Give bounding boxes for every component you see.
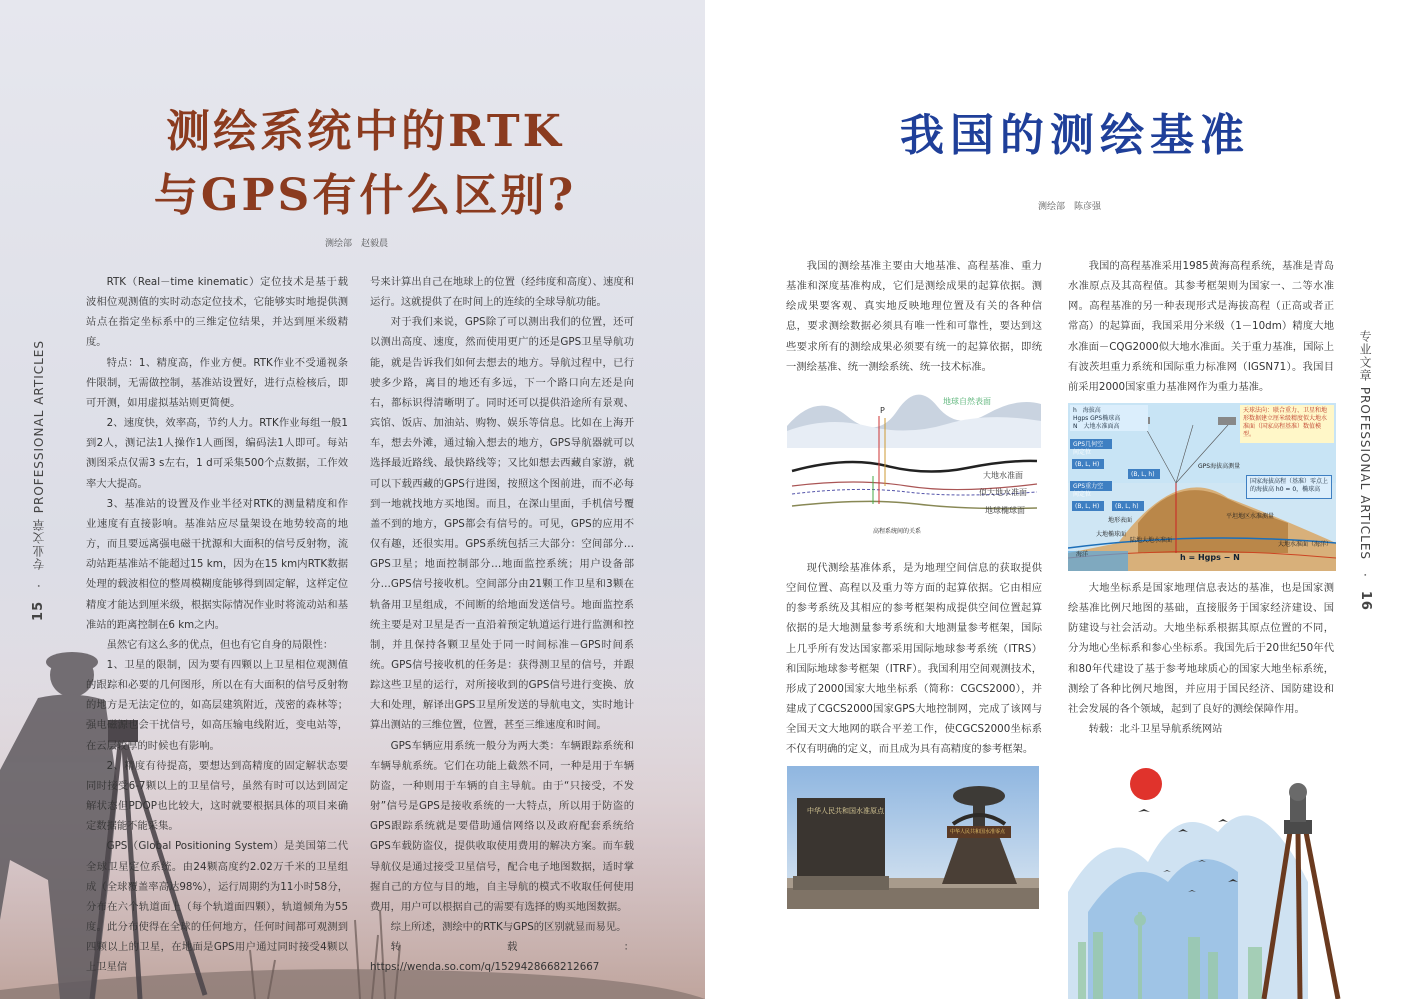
right-column-1-bottom bbox=[786, 558, 1042, 760]
quasi-geoid-label: 似大地水准面 bbox=[979, 488, 1027, 497]
sea-geoid-label: 大地水准面（海洋） bbox=[1278, 541, 1333, 548]
ellipsoid-label: 地球椭球面 bbox=[985, 506, 1025, 515]
paragraph: 1、卫星的限制，因为要有四颗以上卫星相位观测值的跟踪和必要的几何图形，所以在有大面积的信号反射物的地方是无法定位的，如高层建筑附近，茂密的森林等；强电磁源也会干扰信号，如高压输电线附近，变电站等，在云层较厚的时候也有影响。 bbox=[86, 658, 348, 752]
paragraph: RTK（Real－time kinematic）定位技术是基于载波相位观测值的实时动态定位技术，它能够实时地提供测站点在指定坐标系中的三维定位结果，并达到厘米级精度。 bbox=[86, 276, 348, 349]
side-label-text: 专业文章 PROFESSIONAL ARTICLES bbox=[32, 340, 46, 571]
right-page bbox=[705, 0, 1410, 999]
terrain-label: 地形表面 bbox=[1108, 517, 1133, 524]
leveling-origin-photo-art bbox=[787, 766, 1039, 909]
left-column-2 bbox=[370, 272, 634, 977]
height-systems-diagram bbox=[787, 386, 1041, 544]
paragraph: 3、基准站的设置及作业半径对RTK的测量精度和作业速度有直接影响。基准站应尽量架设在地势较高的地方，而且要远离强电磁干扰源和大面积的信号反射物，流动站距基准站不能超过15 km，因为在15 km内RTK数据处理的载波相位的整周模糊度能够得到固定解，这样定位精度才能达到厘米级，根据实际情况作业时将流动站和基准站的距离控制在6 km之内。 bbox=[86, 497, 348, 631]
legend-item: Hgps GPS椭球高 bbox=[1073, 415, 1121, 422]
point-p-label: P bbox=[880, 406, 885, 415]
paragraph: GPS（Global Positioning System）是美国第二代全球卫星定位系统。由24颗高度约2.02万千米的卫星组成（全球覆盖率高达98%），运行周期约为11小时58分，分布在六个轨道面上（每个轨道面四颗），轨道倾角为55度。此分布使得在全球的任何地方，任何时间都可观测到四颗以上的卫星，在地面是GPS用户通过同时接受4颗以上卫星信 bbox=[86, 840, 348, 974]
legend-item: h 海拔高 bbox=[1073, 407, 1101, 414]
article-title: 我国的测绘基准 bbox=[900, 110, 1250, 161]
page-number: 16 bbox=[1358, 590, 1373, 611]
right-column-2-top bbox=[1068, 256, 1334, 397]
article-title bbox=[150, 100, 580, 228]
gps-height-figure bbox=[1068, 403, 1336, 571]
left-column-1 bbox=[86, 272, 348, 977]
ellipsoid-label: 大地椭球面 bbox=[1096, 531, 1127, 538]
theodolite-illustration bbox=[1068, 762, 1368, 999]
right-column-2-bottom bbox=[1068, 578, 1334, 739]
source-link: 转载：https://wenda.so.com/q/1529428668212667 bbox=[370, 941, 634, 974]
paragraph: 现代测绘基准体系，是为地理空间信息的获取提供空间位置、高程以及重力等方面的起算依据。它由相应的参考系统及其相应的参考框架构成提供空间位置起算依据的是大地测量参考系统和大地测量参考框架，国际上几乎所有发达国家都采用国际地球参考系统（ITRS）和国际地球参考框架（ITRF）。我国利用空间观测技术，形成了2000国家大地坐标系（简称：CGCS2000），并建成了CGCS2000国家GPS大地控制网，完成了该网与全国天文大地网的联合平差工作，使CGCS2000坐标系不仅有明确的定义，而且成为具有高精度的参考框架。 bbox=[786, 562, 1042, 756]
figure-box: (B, L, H) bbox=[1072, 459, 1104, 469]
figure-box: (B, L, h) bbox=[1128, 469, 1160, 479]
reference-label: 国家海拔高程（基准）零点上的海拔高 h0 = 0，椭球高 bbox=[1246, 475, 1332, 499]
paragraph: 2、精度有待提高，要想达到高精度的固定解状态要同时接受6-7颗以上的卫星信号，虽然有时可以达到固定解状态但PDOP也比较大，这时就要根据具体的项目来确定数据能不能采集。 bbox=[86, 759, 348, 833]
figure-box: (B, L, h) bbox=[1112, 501, 1144, 511]
plaque-title: 中华人民共和国水准零点 bbox=[950, 829, 1006, 835]
sea-label: 海洋 bbox=[1076, 551, 1089, 558]
author-line: 测绘部 赵毅晨 bbox=[325, 239, 389, 249]
monument-title: 中华人民共和国水准原点 bbox=[807, 807, 884, 815]
paragraph: 虽然它有这么多的优点，但也有它自身的局限性： bbox=[106, 638, 334, 651]
right-column-1-top bbox=[786, 256, 1042, 377]
height-systems-figure bbox=[787, 386, 1041, 544]
paragraph: GPS车辆应用系统一般分为两大类：车辆跟踪系统和车辆导航系统。它们在功能上截然不同，一种是用于车辆防盗，一种则用于车辆的自主导航。由于“只接受，不发射”信号是GPS是接收系统的一大特点，所以用于防盗的GPS跟踪系统就是要借助通信网络以及政府配套系统给GPS车载防盗仪，提供收取使用费用的解决方案。而车载导航仪是通过接受卫星信号，配合电子地图数据，适时掌握自己的方位与目的地，自主导航的模式不收取任何使用费用，用户可以根据自己的需要有选择的购买地图数据。 bbox=[370, 739, 634, 913]
levelling-label: 平坦地区水准测量 bbox=[1226, 513, 1275, 520]
paragraph: 我国的高程基准采用1985黄海高程系统，基准是青岛水准原点及其高程值。其参考框架则为国家一、二等水准网。高程基准的另一种表现形式是海拔高程（正高或者正常高）的起算面，我国采用分米级（1－10dm）精度大地水准面－CQG2000似大地水准面。关于重力基准，国际上有波茨坦重力系统和国际重力标准网（IGSN71）。我国目前采用2000国家重力基准网作为重力基准。 bbox=[1068, 260, 1334, 393]
paragraph: 大地坐标系是国家地理信息表达的基准，也是国家测绘基准比例尺地图的基础，直接服务于国家经济建设、国防建设与社会活动。大地坐标系根据其原点位置的不同，分为地心坐标系和参心坐标系。我国先后于20世纪50年代和80年代建设了基于参考地球质心的国家大地坐标系统，测绘了各种比例尺地图，并应用于国民经济、国防建设和社会发展的各个领域，起到了良好的测绘保障作用。 bbox=[1068, 582, 1334, 715]
figure-box: GPS几何空间定位 bbox=[1070, 439, 1112, 449]
natural-surface-label: 地球自然表面 bbox=[943, 397, 991, 406]
title-line-1: 测绘系统中的RTK bbox=[166, 106, 564, 157]
height-formula: h = Hgps − N bbox=[1180, 553, 1240, 562]
paragraph: 综上所述，测绘中的RTK与GPS的区别就显而易见。 bbox=[390, 921, 627, 933]
page-number: 15 bbox=[31, 600, 46, 621]
paragraph: 2、速度快，效率高，节约人力。RTK作业每组一般1到2人，测记法1人操作1人画图，编码法1人即可。每站测图采点仅需3 s左右，1 d可采集500个点数据，工作效率大大提高。 bbox=[86, 417, 348, 490]
figure-note: 天球法向：联合重力、卫星和地形数据建立厘米级精度似大地水准面（国家高程基准）数值模型。 bbox=[1240, 405, 1334, 443]
figure-box: GPS重力空间定位 bbox=[1070, 481, 1112, 491]
title-line-2: 与GPS有什么区别? bbox=[153, 170, 577, 221]
continental-geoid-label: 陆地大地水准面 bbox=[1130, 537, 1173, 544]
figure-box: (B, L, H) bbox=[1072, 501, 1104, 511]
figure-caption: 高程系统间的关系 bbox=[873, 528, 922, 535]
paragraph: 对于我们来说，GPS除了可以测出我们的位置，还可以测出高度、速度，然而使用更广的还是GPS卫星导航功能，就是告诉我们如何去想去的地方。导航过程中，已行驶多少路，离目的地还有多远，下一个路口向左还是向右，都标识得清晰明了。同时还可以提供沿途所有景观、宾馆、饭店、加油站、购物、娱乐等信息。比如在上海开车，想去外滩，通过输入想去的地方，GPS导航器就可以选择最近路线、最快路线等；又比如想去西藏自家游，就可以下载西藏的GPS行进图，按照这个图前进，而不必每到一地就找地方买地图。而且，在深山里面，手机信号覆盖不到的地方，GPS都会有信号的。可见，GPS的应用不仅有趣，还很实用。GPS系统包括三大部分：空间部分…GPS卫星；地面控制部分…地面监控系统；用户设备部分…GPS信号接收机。空间部分由21颗工作卫星和3颗在轨备用卫星组成，不间断的给地面发送信号。地面监控系统主要是对卫星是否一直沿着预定轨道运行进行监测和控制，并且保持各颗卫星处于同一时间标准－GPS时间系统。GPS信号接收机的任务是：获得测卫星的信号，并跟踪这些卫星的运行，对所接收到的GPS信号进行变换、放大和处理，解译出GPS卫星所发送的导航电文，实时地计算出测站的三维位置，位置，甚至三维速度和时间。 bbox=[370, 316, 634, 732]
leveling-origin-photo bbox=[787, 766, 1039, 909]
station-label: GPS海拔高测量 bbox=[1198, 463, 1241, 470]
paragraph: 特点：1、精度高，作业方便。RTK作业不受通视条件限制，无需做控制，基准站设置好，进行点检核后，即可开测，如用虚拟基站则更简便。 bbox=[86, 356, 348, 409]
side-label: 专业文章 PROFESSIONAL ARTICLES · 16 bbox=[1358, 330, 1373, 611]
side-label-text: 专业文章 PROFESSIONAL ARTICLES bbox=[1358, 330, 1372, 561]
source-line: 转载：北斗卫星导航系统网站 bbox=[1088, 723, 1223, 736]
geoid-label: 大地水准面 bbox=[983, 471, 1023, 480]
figure-legend bbox=[1070, 405, 1148, 431]
author-line: 测绘部 陈彦强 bbox=[1038, 202, 1102, 212]
paragraph: 我国的测绘基准主要由大地基准、高程基准、重力基准和深度基准构成，它们是测绘成果的起算依据。测绘成果要客观、真实地反映地理位置及有关的各种信息，要求测绘数据必须具有唯一性和可靠性，要达到这些要求所有的测绘成果必须要有统一的起算依据，即统一测绘基准、统一测绘系统、统一技术标准。 bbox=[786, 260, 1042, 373]
paragraph: 号来计算出自己在地球上的位置（经纬度和高度）、速度和运行。这就提供了在时间上的连续的全球导航功能。 bbox=[370, 276, 634, 309]
side-label: 15 · 专业文章 PROFESSIONAL ARTICLES bbox=[31, 340, 46, 621]
legend-item: N 大地水准面高 bbox=[1073, 423, 1120, 430]
